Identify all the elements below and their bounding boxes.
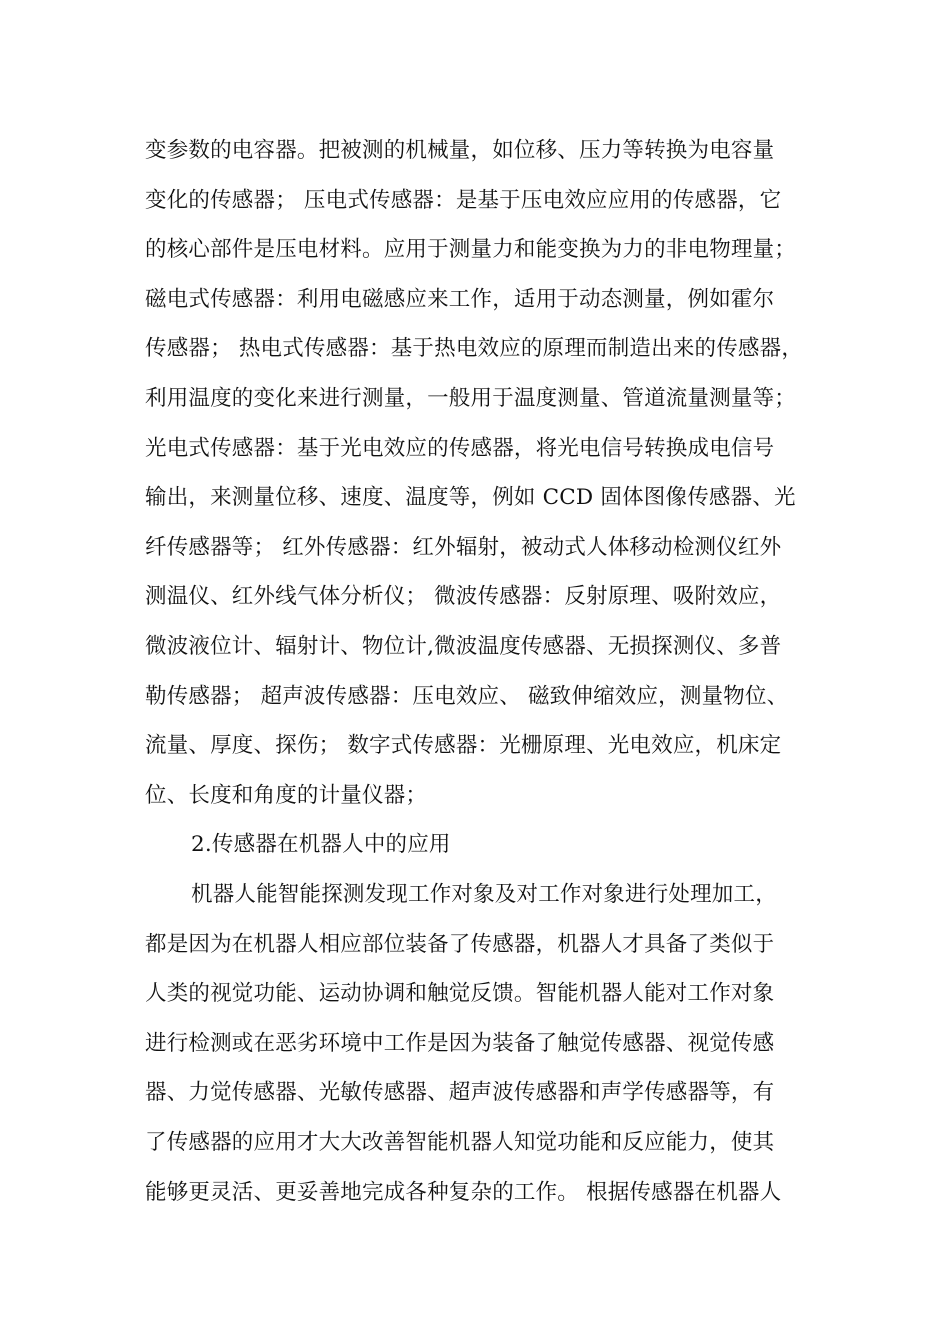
text-line: 都是因为在机器人相应部位装备了传感器，机器人才具备了类似于 <box>145 932 775 957</box>
text-line: 磁电式传感器：利用电磁感应来工作，适用于动态测量，例如霍尔 <box>145 287 775 312</box>
text-line: 能够更灵活、更妥善地完成各种复杂的工作。 根据传感器在机器人 <box>145 1180 782 1205</box>
text-line: 变化的传感器； 压电式传感器：是基于压电效应应用的传感器，它 <box>145 188 782 213</box>
text-line: 机器人能智能探测发现工作对象及对工作对象进行处理加工， <box>191 882 777 907</box>
section-heading: 2.传感器在机器人中的应用 <box>191 832 451 857</box>
text-line: 了传感器的应用才大大改善智能机器人知觉功能和反应能力，使其 <box>145 1130 775 1155</box>
text-line: 的核心部件是压电材料。应用于测量力和能变换为力的非电物理量； <box>145 237 797 262</box>
text-line: 进行检测或在恶劣环境中工作是因为装备了触觉传感器、视觉传感 <box>145 1031 775 1056</box>
text-line: 流量、厚度、探伤； 数字式传感器：光栅原理、光电效应，机床定 <box>145 733 782 758</box>
text-line: 器、力觉传感器、光敏传感器、超声波传感器和声学传感器等，有 <box>145 1080 775 1105</box>
text-line: 输出，来测量位移、速度、温度等，例如 CCD 固体图像传感器、光 <box>145 485 796 510</box>
text-line: 位、长度和角度的计量仪器； <box>145 783 428 808</box>
text-line: 微波液位计、辐射计、物位计,微波温度传感器、无损探测仪、多普 <box>145 634 782 659</box>
text-line: 光电式传感器：基于光电效应的传感器，将光电信号转换成电信号 <box>145 436 775 461</box>
text-line: 利用温度的变化来进行测量，一般用于温度测量、管道流量测量等； <box>145 386 797 411</box>
text-line: 纤传感器等； 红外传感器：红外辐射，被动式人体移动检测仪红外 <box>145 535 782 560</box>
text-line: 测温仪、红外线气体分析仪； 微波传感器：反射原理、吸附效应， <box>145 584 782 609</box>
text-line: 传感器； 热电式传感器：基于热电效应的原理而制造出来的传感器， <box>145 336 804 361</box>
text-line: 勒传感器； 超声波传感器：压电效应、 磁致伸缩效应，测量物位、 <box>145 684 789 709</box>
text-line: 人类的视觉功能、运动协调和触觉反馈。智能机器人能对工作对象 <box>145 981 775 1006</box>
text-line: 变参数的电容器。把被测的机械量，如位移、压力等转换为电容量 <box>145 138 775 163</box>
